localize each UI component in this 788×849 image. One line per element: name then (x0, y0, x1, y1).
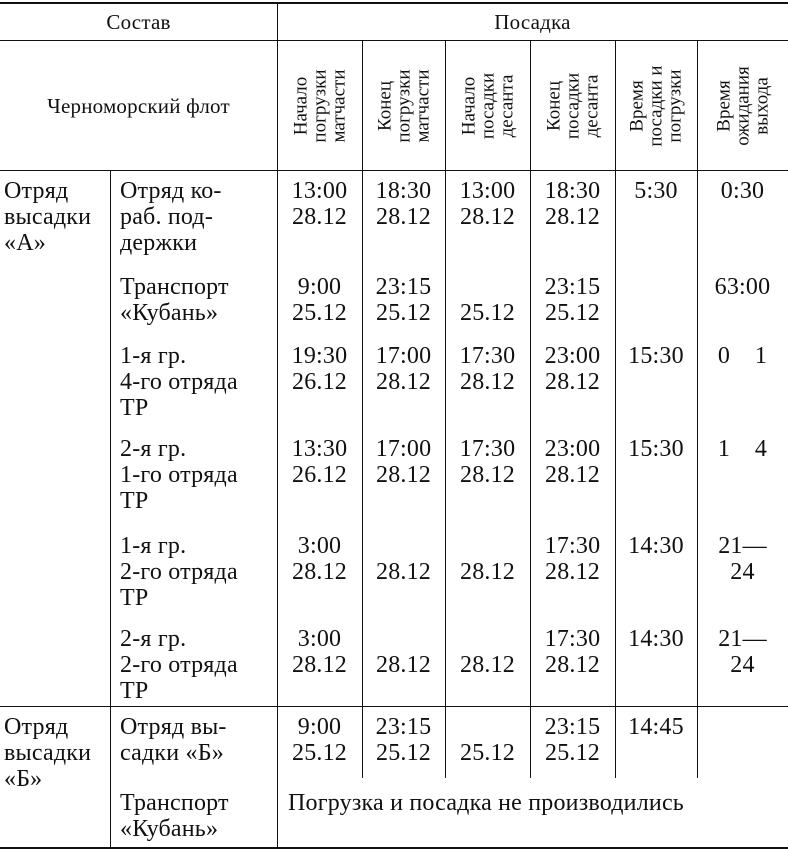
group-label-b: Отряд высадки «Б» (4, 714, 92, 792)
col-header-embark-duration: Время посадки и погрузки (626, 65, 686, 147)
cell-load-end: 28.12 (376, 652, 431, 678)
header-rule-1 (0, 40, 788, 41)
cell-embark-end: 23:00 28.12 (544, 343, 601, 395)
cell-wait: 21— 24 (718, 533, 767, 585)
cell-load-end: 23:15 25.12 (375, 274, 432, 326)
cell-wait: 0:30 (720, 178, 765, 204)
cell-wait: 21— 24 (718, 626, 767, 678)
header-rule-2 (0, 170, 788, 171)
cell-duration: 14:45 (628, 714, 684, 740)
cell-embark-end: 23:15 25.12 (544, 274, 601, 326)
row-unit: Отряд ко- раб. под- держки (120, 178, 222, 256)
row-unit: Транспорт «Кубань» (120, 274, 229, 326)
cell-load-start: 3:00 28.12 (292, 626, 347, 678)
cell-embark-start: 17:30 28.12 (459, 436, 516, 488)
cell-embark-start: 17:30 28.12 (459, 343, 516, 395)
row-unit: 2-я гр. 2-го отряда ТР (120, 626, 238, 704)
cell-load-start: 19:30 26.12 (291, 343, 348, 395)
cell-embark-start: 25.12 (460, 300, 515, 326)
cell-embark-start: 28.12 (460, 652, 515, 678)
column-divider-group (110, 170, 111, 847)
header-fleet: Черноморский флот (47, 94, 230, 118)
cell-load-end: 18:30 28.12 (375, 178, 432, 230)
cell-embark-end: 18:30 28.12 (544, 178, 601, 230)
cell-embark-start: 25.12 (460, 740, 515, 766)
cell-duration: 14:30 (628, 626, 684, 652)
cell-embark-start: 28.12 (460, 559, 515, 585)
col-header-embark-end: Конец посадки десанта (543, 72, 602, 140)
header-posadka: Посадка (494, 10, 571, 34)
cell-load-start: 3:00 28.12 (292, 533, 347, 585)
cell-duration: 14:30 (628, 533, 684, 559)
cell-load-start: 9:00 25.12 (292, 274, 347, 326)
col-header-embark-start: Начало посадки десанта (458, 72, 517, 140)
row-unit: 2-я гр. 1-го отряда ТР (120, 436, 238, 514)
cell-wait: 0 1 (717, 343, 768, 369)
row-unit: Транспорт «Кубань» (120, 790, 229, 842)
cell-load-start: 13:00 28.12 (291, 178, 348, 230)
col-header-load-start: Начало погрузки матчасти (290, 69, 349, 143)
cell-embark-end: 17:30 28.12 (544, 626, 601, 678)
cell-load-end: 23:15 25.12 (375, 714, 432, 766)
cell-load-end: 17:00 28.12 (375, 436, 432, 488)
cell-duration: 5:30 (634, 178, 678, 204)
col-header-wait-time: Время ожидания выхода (713, 66, 772, 146)
group-divider-rule (0, 706, 788, 707)
cell-load-start: 13:30 26.12 (291, 436, 348, 488)
row-unit: 1-я гр. 4-го отряда ТР (120, 343, 238, 421)
cell-duration: 15:30 (628, 436, 684, 462)
cell-wait: 63:00 (714, 274, 771, 300)
row-note: Погрузка и посадка не производились (288, 790, 684, 816)
cell-embark-end: 17:30 28.12 (544, 533, 601, 585)
cell-load-end: 17:00 28.12 (375, 343, 432, 395)
col-header-load-end: Конец погрузки матчасти (374, 69, 433, 143)
row-unit: 1-я гр. 2-го отряда ТР (120, 533, 238, 611)
cell-load-start: 9:00 25.12 (292, 714, 347, 766)
cell-duration: 15:30 (628, 343, 684, 369)
cell-embark-start: 13:00 28.12 (459, 178, 516, 230)
header-sostav: Состав (106, 10, 171, 34)
group-label-a: Отряд высадки «А» (4, 178, 92, 256)
table-top-rule (0, 2, 788, 4)
cell-embark-end: 23:15 25.12 (544, 714, 601, 766)
cell-embark-end: 23:00 28.12 (544, 436, 601, 488)
row-unit: Отряд вы- садки «Б» (120, 714, 227, 766)
cell-load-end: 28.12 (376, 559, 431, 585)
cell-wait: 1 4 (717, 436, 768, 462)
